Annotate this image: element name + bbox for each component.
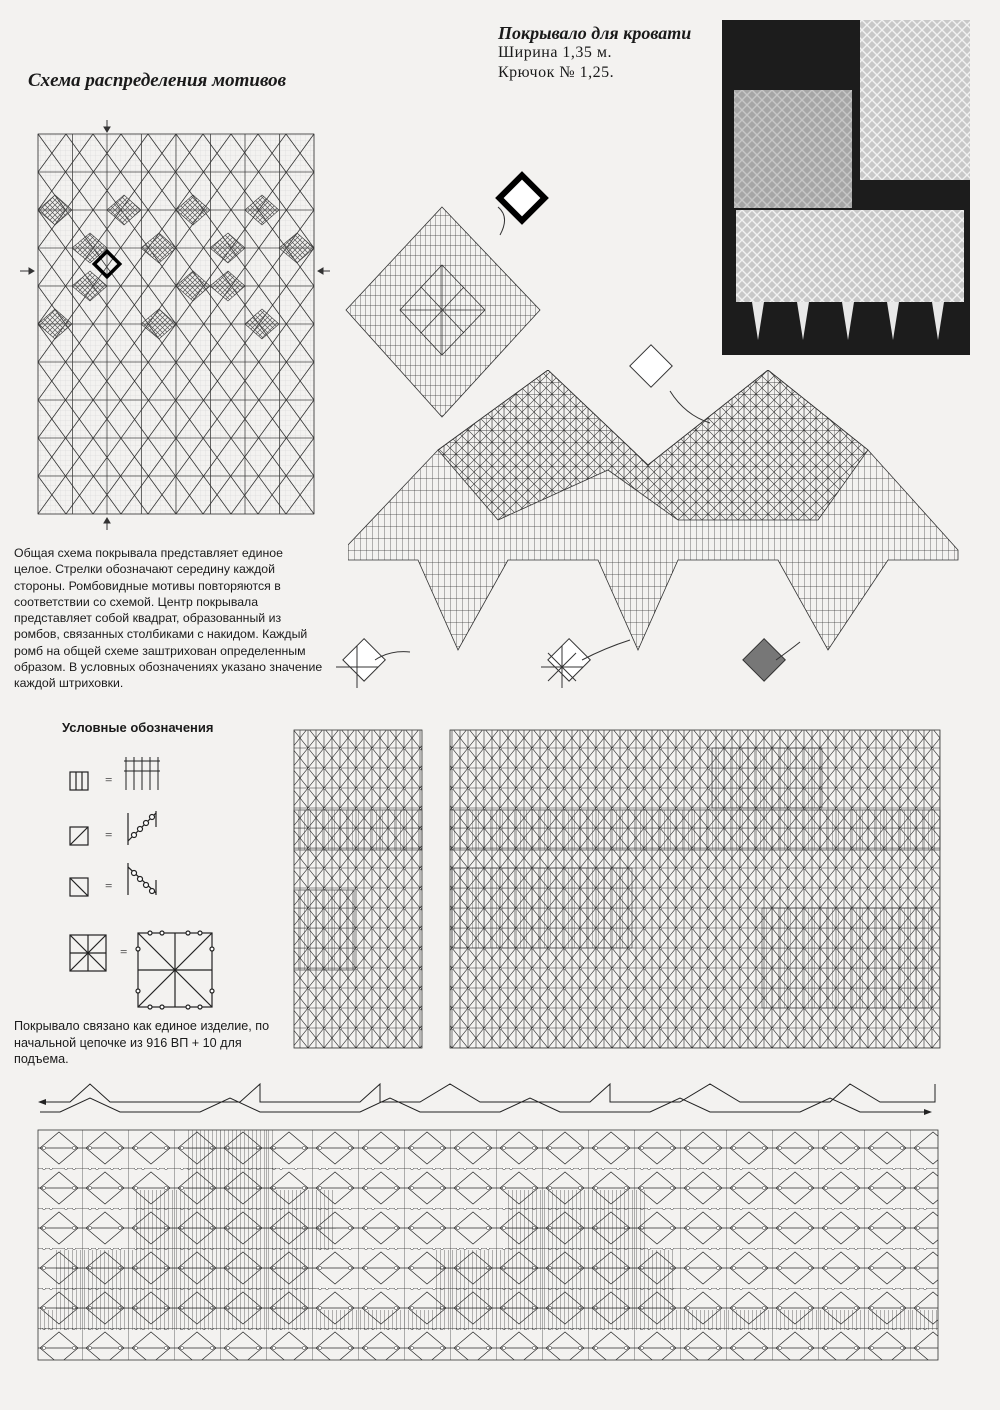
detail-grids [292,728,942,1050]
mesh-diamond-icon [743,639,800,681]
legend-item-star-square [70,931,214,1009]
scheme-title: Схема распределения мотивов [28,70,287,91]
cross-diamond-icon [336,639,410,688]
legend-item-diagonal-up [70,811,156,845]
motif-distribution-scheme [20,120,330,530]
legend-title: Условные обозначения [62,720,214,735]
motif-type-icons [330,630,810,705]
bedspread-photo [722,20,970,355]
row-direction-arrows [30,1068,950,1128]
stitch-chart [36,1128,942,1368]
page-title: Покрывало для кровати [498,23,692,43]
legend-equals-3: = [105,878,113,893]
legend-item-diagonal-down [70,863,156,896]
border-zigzag-chart [348,370,968,670]
legend-equals-4: = [120,944,128,959]
description-text: Общая схема покрывала представляет единое целое. Стрелки обозначают середину каждой стороны. Ромбовидные мотивы повторяются в соответствии со схемой. Центр покрывала представляет собой квадрат, образованный из ромбов, связанных столбиками с накидом. Каждый ромб на общей схеме заштрихован определенным образом. В условных обозначениях указано значение каждой штриховки. [14,546,323,691]
legend-symbols [60,745,230,1015]
star-diamond-icon [541,639,630,688]
legend-item-filled-cells [70,757,160,790]
legend-equals-2: = [105,827,113,842]
spec-width: Ширина 1,35 м. [498,44,613,61]
spec-hook: Крючок № 1,25. [498,64,615,81]
construction-note: Покрывало связано как единое изделие, по начальной цепочке из 916 ВП + 10 для подъема. [14,1019,270,1066]
legend-equals-1: = [105,772,113,787]
